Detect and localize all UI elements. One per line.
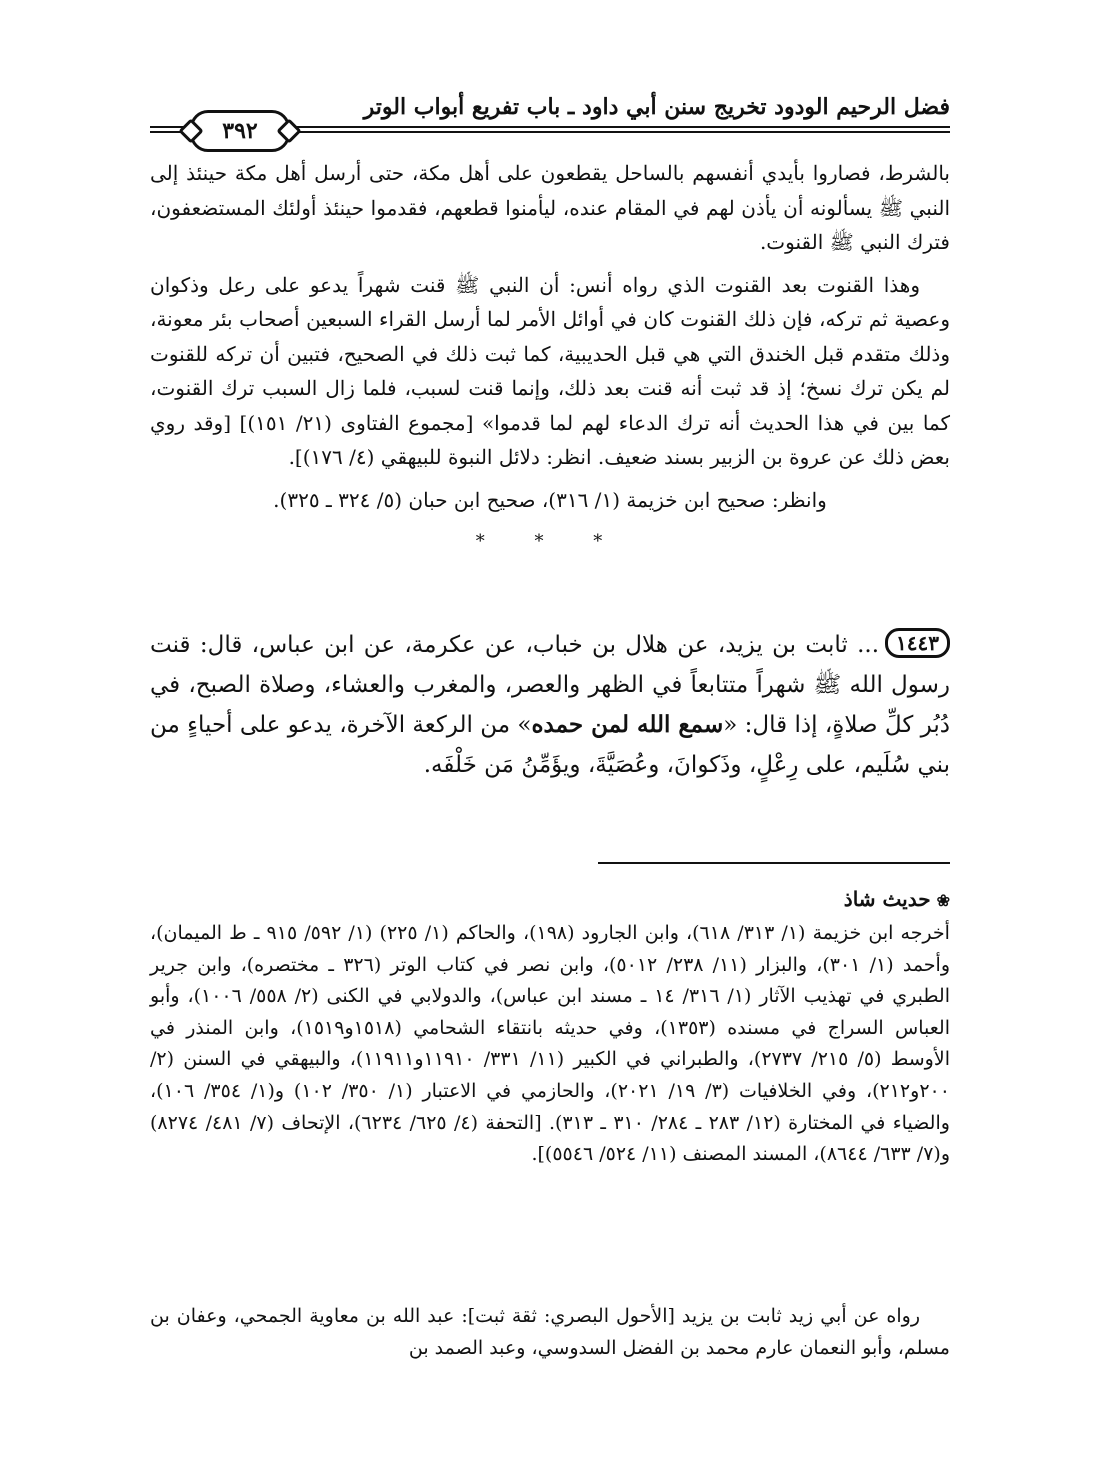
paragraph: رواه عن أبي زيد ثابت بن يزيد [الأحول البصري: ثقة ثبت]: عبد الله بن معاوية الجمحي، وعفان بن مسلم، وأبو النعمان عارم محمد بن الفضل السدوسي، وعبد الصمد بن	[150, 1305, 950, 1359]
paragraph: وانظر: صحيح ابن خزيمة (١/ ٣١٦)، صحيح ابن حبان (٥/ ٣٢٤ ـ ٣٢٥).	[273, 487, 827, 512]
paragraph: وهذا القنوت بعد القنوت الذي رواه أنس: أن النبي ﷺ قنت شهراً يدعو على رعل وذكوان وعصية ثم تركه، فإن ذلك القنوت كان في أوائل الأمر لما أرسل القراء السبعين أصحاب بئر معونة، وذلك متقدم قبل الخندق التي هي قبل الحديبية، كما ثبت ذلك في الصحيح، فتبين أن تركه للقنوت لم يكن ترك نسخ؛ إذ قد ثبت أنه قنت بعد ذلك، وإنما قنت لسبب، فلما زال السبب ترك القنوت، كما بين في هذا الحديث أنه ترك الدعاء لهم لما قدموا» [مجموع الفتاوى (٢١/ ١٥١)] [وقد روي بعض ذلك عن عروة بن الزبير بسند ضعيف. انظر: دلائل النبوة للبيهقي (٤/ ١٧٦)].	[150, 272, 950, 469]
takhrij-section	[150, 918, 950, 1171]
hadith-text-part: ... ثابت بن يزيد، عن هلال بن خباب، عن عكرمة، عن ابن عباس، قال: قنت رسول الله ﷺ شهراً متتابعاً في الظهر والعصر، والمغرب والعشاء، وصلاة الصبح، في دُبُر كلِّ صلاةٍ، إذا قال: «	[150, 632, 950, 738]
narrators-section	[150, 1300, 950, 1364]
page-header	[150, 80, 950, 144]
hadith-text	[150, 626, 950, 785]
grade-icon: ❀	[936, 891, 950, 910]
hadith-text-part: » من الركعة الآخرة، يدعو على أحياءٍ من بني سُلَيم، على رِعْلٍ، وذَكوانَ، وعُصَيَّةَ، ويؤَمِّنُ مَن خَلْفَه.	[150, 712, 950, 778]
hadith-grade	[150, 884, 950, 916]
hadith-bold-phrase: سمع الله لمن حمده	[531, 711, 724, 738]
page-number: ٣٩٢	[190, 110, 290, 152]
hadith-number: ١٤٤٣	[885, 628, 950, 658]
paragraph: بالشرط، فصاروا بأيدي أنفسهم بالساحل يقطعون على أهل مكة، حتى أرسل أهل مكة حينئذ إلى النبي ﷺ يسألونه أن يأذن لهم في المقام عنده، ليأمنوا قطعهم، فقدموا حينئذ أولئك المستضعفون، فترك النبي ﷺ القنوت.	[150, 161, 951, 254]
section-divider-stars: * * *	[475, 531, 625, 552]
footnote-separator	[598, 862, 950, 864]
grade-label: حديث شاذ	[843, 887, 931, 911]
running-title: فضل الرحيم الودود تخريج سنن أبي داود ـ باب تفريع أبواب الوتر	[363, 94, 950, 120]
commentary-continuation	[150, 156, 950, 566]
paragraph: أخرجه ابن خزيمة (١/ ٣١٣/ ٦١٨)، وابن الجارود (١٩٨)، والحاكم (١/ ٢٢٥) (١/ ٥٩٢/ ٩١٥ ـ ط الميمان)، وأحمد (١/ ٣٠١)، والبزار (١١/ ٢٣٨/ ٥٠١٢)، وابن نصر في كتاب الوتر (٣٢٦ ـ مختصره)، وابن جرير الطبري في تهذيب الآثار (١/ ٣١٦/ ١٤ ـ مسند ابن عباس)، والدولابي في الكنى (٢/ ٥٥٨/ ١٠٠٦)، وأبو العباس السراج في مسنده (١٣٥٣)، وفي حديثه بانتقاء الشحامي (١٥١٨و١٥١٩)، وابن المنذر في الأوسط (٥/ ٢١٥/ ٢٧٣٧)، والطبراني في الكبير (١١/ ٣٣١/ ١١٩١٠و١١٩١١)، والبيهقي في السنن (٢/ ٢٠٠و٢١٢)، وفي الخلافيات (٣/ ١٩/ ٢٠٢١)، والحازمي في الاعتبار (١/ ٣٥٠/ ١٠٢) و(١/ ٣٥٤/ ١٠٦)، والضياء في المختارة (١٢/ ٢٨٣ ـ ٢٨٤/ ٣١٠ ـ ٣١٣). [التحفة (٤/ ٦٢٥/ ٦٢٣٤)، الإتحاف (٧/ ٤٨١/ ٨٢٧٤) و(٧/ ٦٣٣/ ٨٦٤٤)، المسند المصنف (١١/ ٥٢٤/ ٥٥٤٦)].	[150, 922, 950, 1166]
